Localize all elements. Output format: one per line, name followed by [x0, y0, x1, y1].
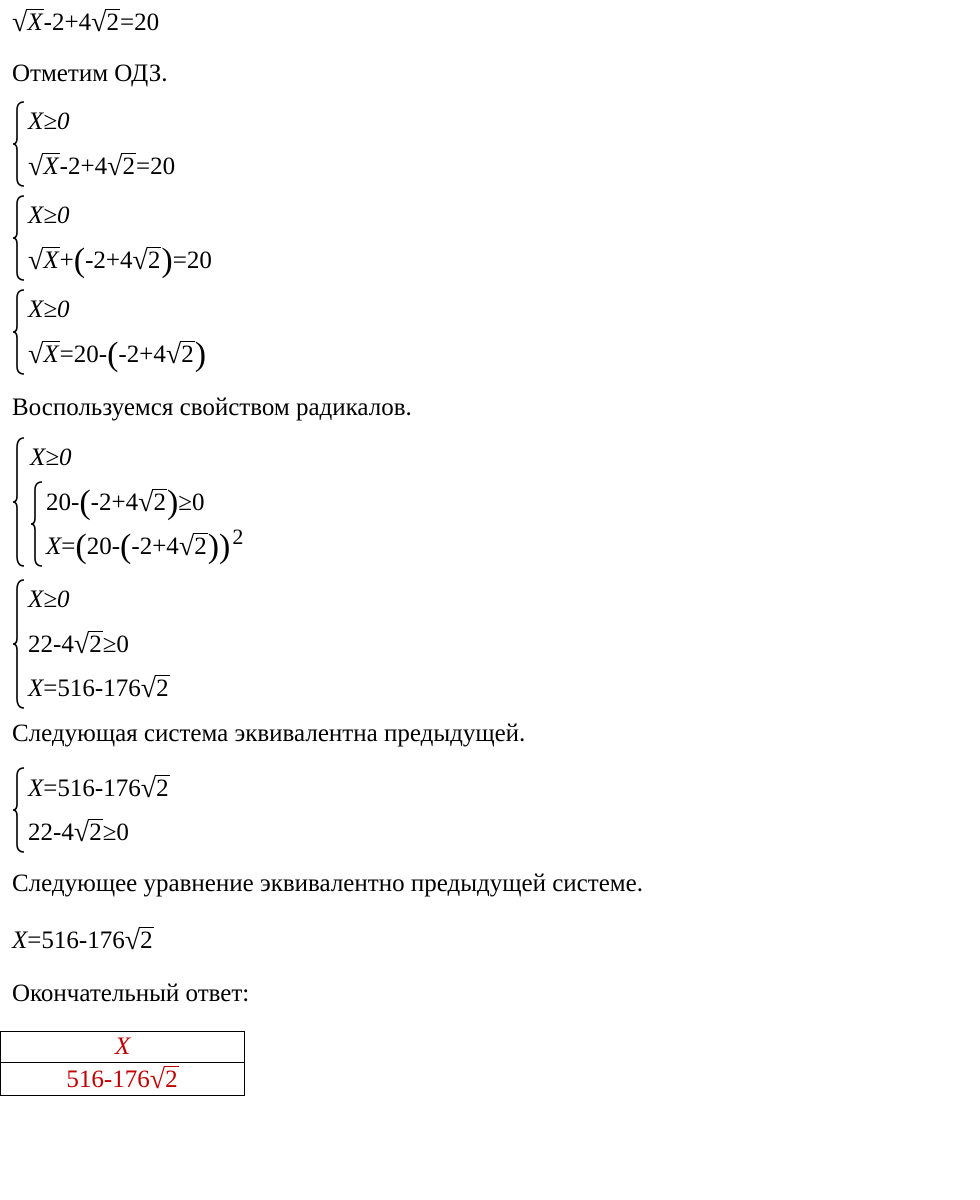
text-equivalent-equation: Следующее уравнение эквивалентно предыдущей системе.: [12, 870, 643, 897]
brace-icon: [12, 436, 28, 568]
sqrt-two: √ 2: [91, 7, 119, 38]
brace-icon: [12, 766, 26, 854]
answer-header-cell: X: [1, 1032, 245, 1063]
system-5: X≥0 22-4 √ 2 ≥0 X =516-176 √ 2: [12, 578, 170, 710]
answer-table: [0, 1031, 245, 1096]
system-1: X≥0 √ X -2+4 √ 2 =20: [12, 100, 175, 188]
brace-icon: [12, 288, 26, 376]
table-row: [1, 1063, 245, 1096]
text-radicals: Воспользуемся свойством радикалов.: [12, 394, 412, 421]
text-equivalent-system: Следующая система эквивалентна предыдущей.: [12, 720, 526, 747]
brace-icon: [12, 578, 26, 710]
text-final-answer: Окончательный ответ:: [12, 980, 250, 1007]
text-odz: Отметим ОДЗ.: [12, 60, 168, 87]
system-6: X =516-176 √ 2 22-4 √ 2 ≥0: [12, 766, 170, 854]
system-4: X≥0 20- ( -2+4 √ 2 ) ≥0 X = ( 20- ( -2+4 √ 2 ) ) 2: [12, 436, 243, 568]
system-2: X≥0 √ X + ( -2+4 √ 2 ) =20: [12, 194, 212, 282]
system-3: X≥0 √ X =20- ( -2+4 √ 2 ): [12, 288, 206, 376]
sqrt-x: √ X: [12, 7, 43, 38]
brace-icon: [12, 194, 26, 282]
equation-final: X =516-176 √ 2: [12, 925, 153, 956]
answer-value-cell: 516-176 √ 2: [1, 1063, 245, 1096]
brace-icon: [12, 100, 26, 188]
equation-initial: √ X -2+4 √ 2 =20: [12, 0, 159, 44]
table-row: [1, 1032, 245, 1063]
brace-icon: [30, 480, 44, 568]
